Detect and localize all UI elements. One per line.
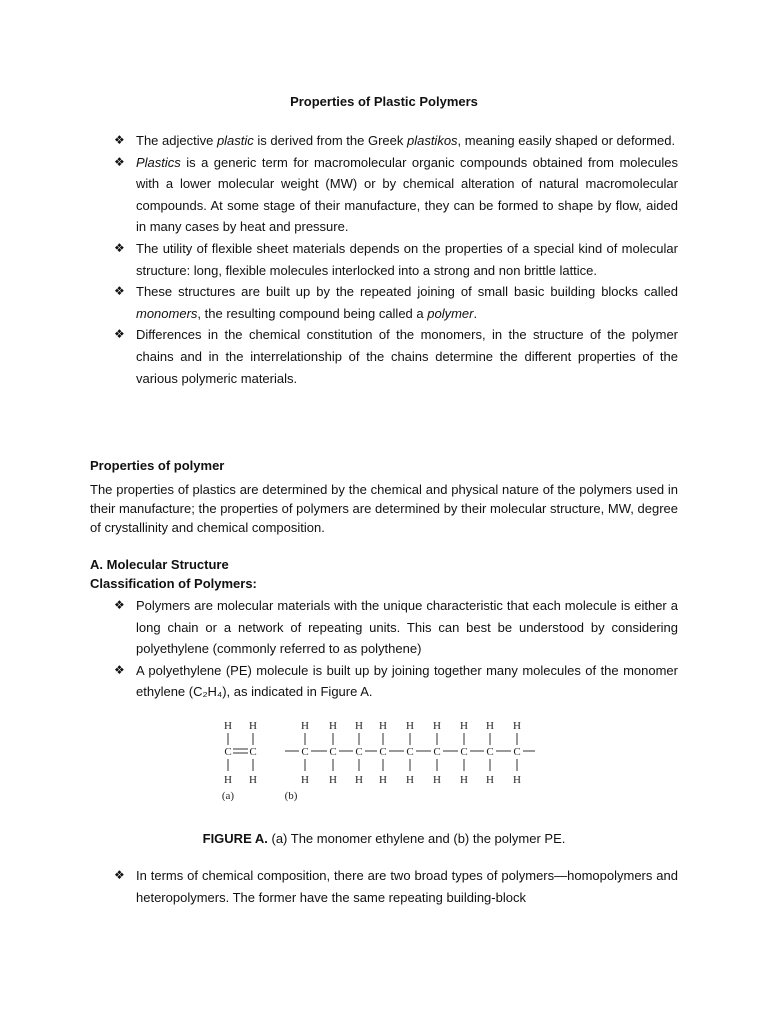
emphasis-text: Plastics: [136, 154, 181, 170]
hydrogen-atom-label: H: [486, 720, 494, 732]
list-item: [114, 865, 678, 908]
diamond-bullet-icon: ❖: [114, 662, 125, 677]
carbon-atom-label: C: [224, 746, 232, 758]
figure-label-b: (b): [284, 790, 298, 802]
list-item: [114, 660, 678, 703]
emphasis-text: monomers: [136, 305, 198, 321]
hydrogen-atom-label: H: [329, 720, 337, 732]
diamond-bullet-icon: ❖: [114, 284, 125, 299]
hydrogen-atom-label: H: [379, 774, 387, 786]
subheading-classification: Classification of Polymers:: [90, 576, 257, 591]
hydrogen-atom-label: H: [406, 774, 414, 786]
bullet-text: A polyethylene (PE) molecule is built up by joining together many molecules of the monomer ethylene (C₂H₄), as indicated in Figure A.: [136, 662, 678, 700]
bullet-text: The utility of flexible sheet materials depends on the properties of a special kind of molecular structure: long, flexible molecules interlocked into a strong and non brittle lattice.: [136, 240, 678, 278]
bullet-text: , meaning easily shaped or deformed.: [457, 133, 676, 148]
subheading-molecular-structure: A. Molecular Structure: [90, 557, 229, 572]
hydrogen-atom-label: H: [355, 720, 363, 732]
list-item: [114, 130, 678, 152]
hydrogen-atom-label: H: [249, 774, 257, 786]
page-title: Properties of Plastic Polymers: [290, 94, 478, 109]
diamond-bullet-icon: ❖: [114, 240, 125, 255]
diamond-bullet-icon: ❖: [114, 598, 125, 612]
hydrogen-atom-label: H: [249, 720, 257, 732]
hydrogen-atom-label: H: [301, 720, 309, 732]
section-heading: Properties of polymer: [90, 458, 225, 473]
carbon-atom-label: C: [486, 746, 494, 758]
hydrogen-atom-label: H: [406, 720, 414, 732]
bullet-text: , the resulting compound being called a: [197, 305, 428, 321]
figure-caption-label: FIGURE A.: [202, 831, 268, 846]
hydrogen-atom-label: H: [224, 720, 232, 732]
figure-label-a: (a): [221, 790, 235, 802]
carbon-atom-label: C: [460, 746, 468, 758]
diamond-bullet-icon: ❖: [114, 868, 125, 882]
figure-ethylene-polyethylene: [218, 715, 548, 815]
bullet-text: In terms of chemical composition, there are two broad types of polymers—homopolymers and heteropolymers. The former have the same repeating building-block: [136, 868, 678, 905]
emphasis-text: plastic: [216, 133, 254, 148]
bullet-text: .: [473, 305, 478, 321]
diamond-bullet-icon: ❖: [114, 154, 125, 169]
bullet-text: is a generic term for macromolecular organic compounds obtained from molecules with a lower molecular weight (MW) or by chemical alteration of natural macromolecular compounds. At some stage of their manufacture, they can be formed to shape by flow, aided in many cases by heat and pressure.: [136, 154, 678, 235]
bullet-text: Differences in the chemical constitution of the monomers, in the structure of the polymer chains and in the interrelationship of the chains determine the different properties of the various polymeric materials.: [136, 327, 678, 386]
list-item: [114, 238, 678, 281]
diamond-bullet-icon: ❖: [114, 327, 125, 342]
intro-bullet-list: [114, 130, 678, 389]
list-item: [114, 324, 678, 389]
carbon-atom-label: C: [379, 746, 387, 758]
bullet-text: These structures are built up by the repeated joining of small basic building blocks called: [136, 284, 678, 300]
figure-caption: [0, 831, 768, 846]
hydrogen-atom-label: H: [513, 774, 521, 786]
hydrogen-atom-label: H: [513, 720, 521, 732]
diamond-bullet-icon: ❖: [114, 133, 125, 147]
bullet-text: is derived from the Greek: [253, 133, 407, 148]
hydrogen-atom-label: H: [460, 720, 468, 732]
bullet-text: Polymers are molecular materials with the unique characteristic that each molecule is either a long chain or a network of repeating units. This can best be understood by considering polyethylene (commonly referred to as polythene): [136, 598, 678, 657]
figure-caption-text: (a) The monomer ethylene and (b) the polymer PE.: [271, 831, 566, 846]
hydrogen-atom-label: H: [301, 774, 309, 786]
section-paragraph: The properties of plastics are determined by the chemical and physical nature of the polymers used in their manufacture; the properties of polymers are determined by their molecular structure, MW, degree of crystallinity and chemical composition.: [90, 482, 678, 535]
carbon-atom-label: C: [355, 746, 363, 758]
chemical-structure-diagram: [218, 715, 548, 810]
hydrogen-atom-label: H: [224, 774, 232, 786]
carbon-atom-label: C: [513, 746, 521, 758]
bullet-text: The adjective: [136, 133, 217, 148]
carbon-atom-label: C: [249, 746, 257, 758]
list-item: [114, 595, 678, 660]
list-item: [114, 152, 678, 238]
emphasis-text: plastikos: [406, 133, 458, 148]
hydrogen-atom-label: H: [433, 720, 441, 732]
hydrogen-atom-label: H: [460, 774, 468, 786]
hydrogen-atom-label: H: [379, 720, 387, 732]
emphasis-text: polymer: [427, 305, 474, 321]
composition-bullet-list: [114, 865, 678, 908]
list-item: [114, 281, 678, 324]
carbon-atom-label: C: [433, 746, 441, 758]
carbon-atom-label: C: [406, 746, 414, 758]
hydrogen-atom-label: H: [355, 774, 363, 786]
hydrogen-atom-label: H: [329, 774, 337, 786]
classification-bullet-list: [114, 595, 678, 703]
carbon-atom-label: C: [301, 746, 309, 758]
hydrogen-atom-label: H: [486, 774, 494, 786]
carbon-atom-label: C: [329, 746, 337, 758]
hydrogen-atom-label: H: [433, 774, 441, 786]
